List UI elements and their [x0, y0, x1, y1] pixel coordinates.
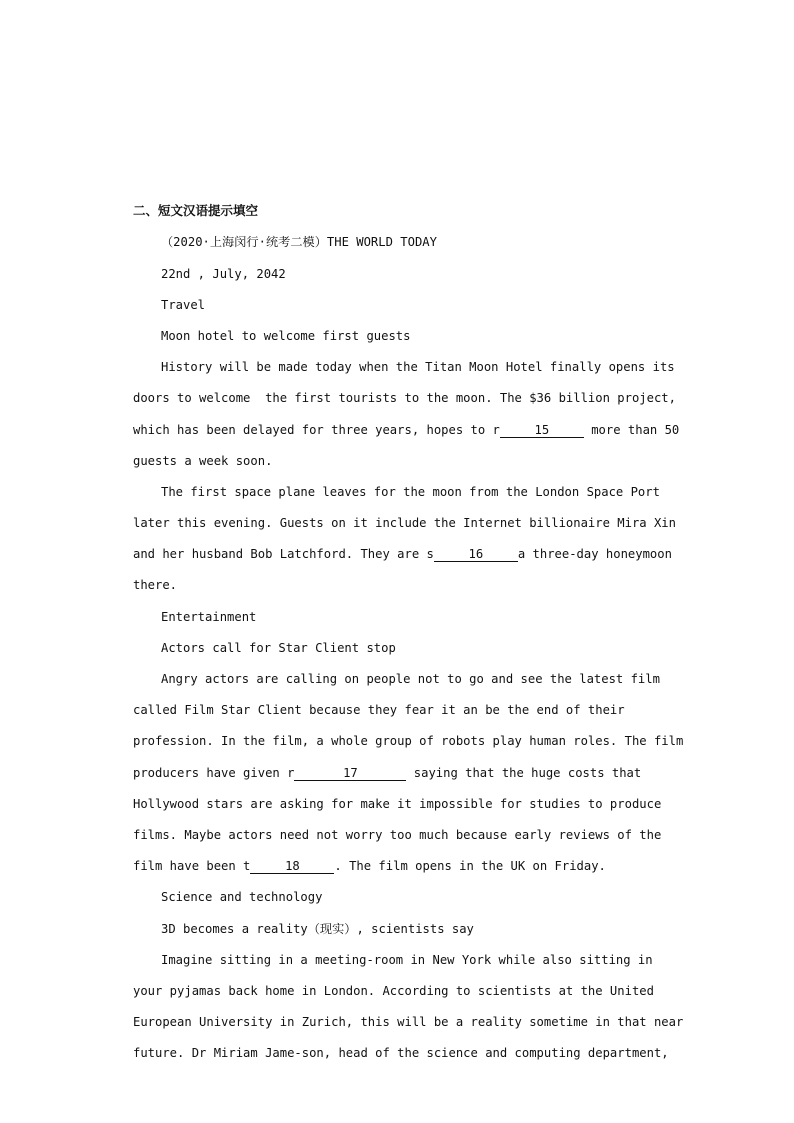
text-segment: which has been delayed for three years, hopes to r	[133, 423, 500, 437]
science-text-line: future. Dr Miriam Jame-son, head of the science and computing department,	[133, 1046, 669, 1060]
science-category: Science and technology	[161, 890, 323, 904]
blank-18[interactable]: 18	[250, 859, 334, 874]
section-title: 二、短文汉语提示填空	[133, 203, 259, 218]
travel-text-line	[133, 422, 680, 438]
travel-text-line: doors to welcome the first tourists to the moon. The $36 billion project,	[133, 391, 676, 405]
travel-text-line: The first space plane leaves for the moon from the London Space Port	[161, 485, 660, 499]
entertainment-text-line	[133, 765, 673, 781]
entertainment-text-line: called Film Star Client because they fear it an be the end of their	[133, 703, 625, 717]
science-text-line: European University in Zurich, this will be a reality sometime in that near	[133, 1015, 684, 1029]
entertainment-text-line	[133, 858, 673, 874]
text-segment: saying that the huge costs that	[406, 766, 642, 780]
text-segment: more than 50	[583, 423, 680, 437]
travel-category: Travel	[161, 298, 206, 312]
travel-text-line: guests a week soon.	[133, 454, 273, 468]
text-segment: film have been t	[133, 859, 251, 873]
science-headline: 3D becomes a reality（现实）, scientists say	[161, 922, 474, 936]
blank-15[interactable]: 15	[500, 423, 584, 438]
text-segment: producers have given r	[133, 766, 295, 780]
entertainment-text-line: Hollywood stars are asking for make it impossible for studies to produce	[133, 797, 662, 811]
entertainment-text-line: films. Maybe actors need not worry too much because early reviews of the	[133, 828, 662, 842]
text-segment: . The film opens in the UK on Friday.	[334, 859, 606, 873]
text-segment: and her husband Bob Latchford. They are s	[133, 547, 434, 561]
blank-16[interactable]: 16	[434, 547, 518, 562]
entertainment-text-line: Angry actors are calling on people not to go and see the latest film	[161, 672, 660, 686]
science-text-line: your pyjamas back home in London. According to scientists at the United	[133, 984, 654, 998]
text-segment: a three-day honeymoon	[517, 547, 672, 561]
travel-text-line: History will be made today when the Titan Moon Hotel finally opens its	[161, 360, 675, 374]
entertainment-headline: Actors call for Star Client stop	[161, 641, 396, 655]
source-line: （2020·上海闵行·统考二模）THE WORLD TODAY	[161, 235, 437, 249]
travel-text-line: there.	[133, 578, 178, 592]
travel-headline: Moon hotel to welcome first guests	[161, 329, 411, 343]
blank-17[interactable]: 17	[294, 766, 406, 781]
entertainment-text-line: profession. In the film, a whole group of robots play human roles. The film	[133, 734, 684, 748]
entertainment-category: Entertainment	[161, 610, 257, 624]
science-text-line: Imagine sitting in a meeting-room in New York while also sitting in	[161, 953, 653, 967]
travel-text-line	[133, 546, 673, 562]
travel-text-line: later this evening. Guests on it include the Internet billionaire Mira Xin	[133, 516, 676, 530]
date-line: 22nd , July, 2042	[161, 267, 286, 281]
